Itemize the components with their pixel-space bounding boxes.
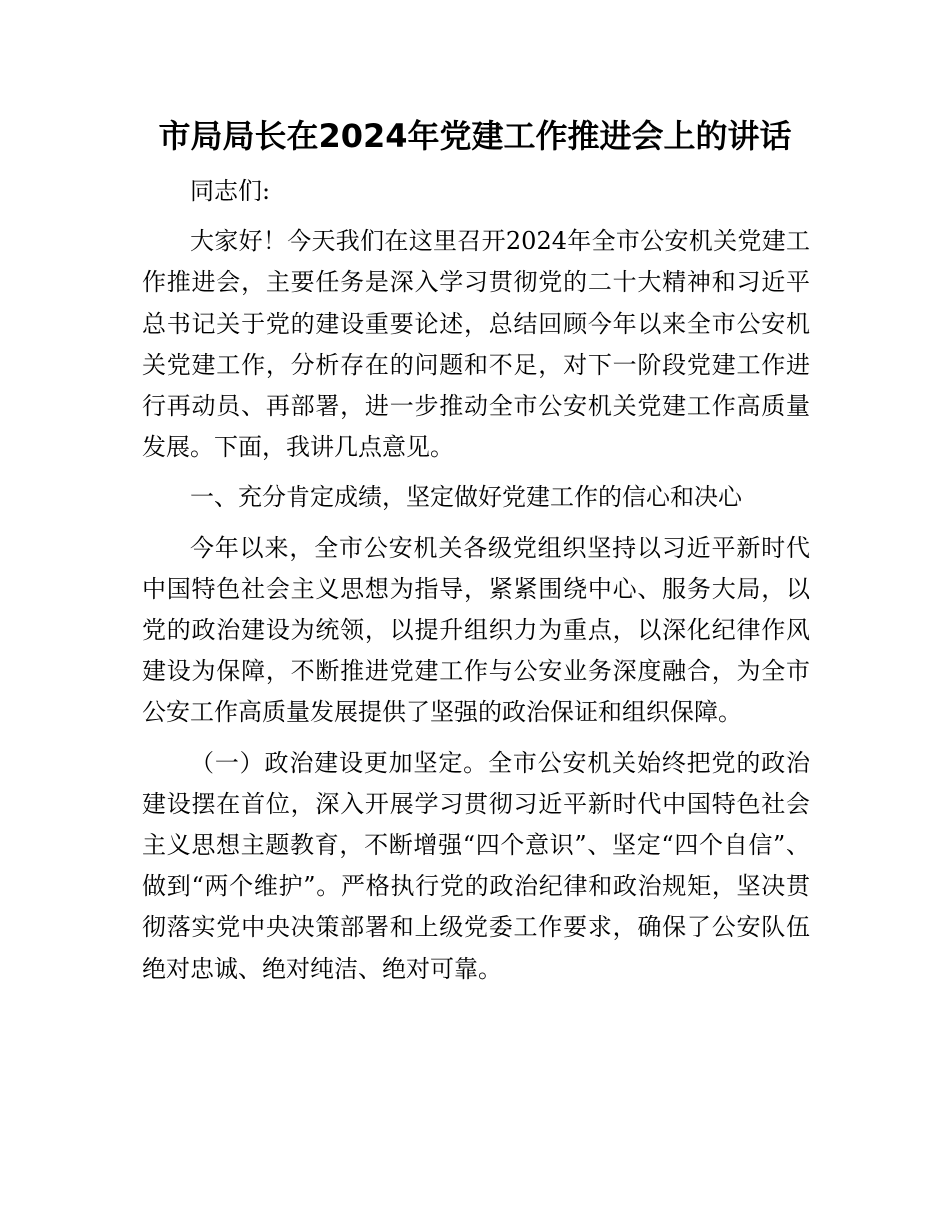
paragraph-political-building: （一）政治建设更加坚定。全市公安机关始终把党的政治建设摆在首位，深入开展学习贯彻习近平新时代中国特色社会主义思想主题教育，不断增强“四个意识”、坚定“四个自信”、做到“两个维护”。严格执行党的政治纪律和政治规矩，坚决贯彻落实党中央决策部署和上级党委工作要求，确保了公安队伍绝对忠诚、绝对纯洁、绝对可靠。 — [142, 748, 810, 983]
document-body — [142, 171, 810, 990]
paragraph-achievements: 今年以来，全市公安机关各级党组织坚持以习近平新时代中国特色社会主义思想为指导，紧紧围绕中心、服务大局，以党的政治建设为统领，以提升组织力为重点，以深化纪律作风建设为保障，不断推进党建工作与公安业务深度融合，为全市公安工作高质量发展提供了坚强的政治保证和组织保障。 — [142, 533, 810, 727]
section-heading-1: 一、充分肯定成绩，坚定做好党建工作的信心和决心 — [190, 483, 742, 512]
salutation: 同志们: — [190, 177, 271, 205]
paragraph-opening: 大家好！今天我们在这里召开2024年全市公安机关党建工作推进会，主要任务是深入学习贯彻党的二十大精神和习近平总书记关于党的建设重要论述，总结回顾今年以来全市公安机关党建工作，分析存在的问题和不足，对下一阶段党建工作进行再动员、再部署，进一步推动全市公安机关党建工作高质量发展。下面，我讲几点意见。 — [142, 227, 810, 462]
document-title: 市局局长在2024年党建工作推进会上的讲话 — [158, 117, 792, 155]
